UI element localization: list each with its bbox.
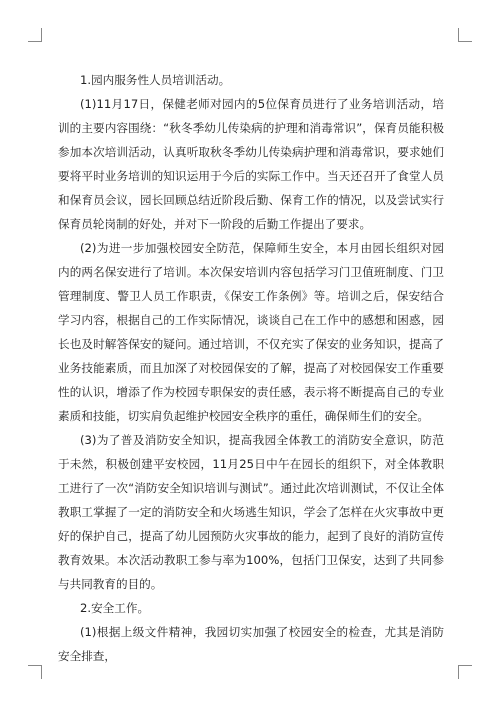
paragraph-security-training: (2)为进一步加强校园安全防范，保障师生安全，本月由园长组织对园内的两名保安进行了培训。本次保安培训内容包括学习门卫值班制度、门卫管理制度、警卫人员工作职责，《保安工作条例》等。培训之后，保安结合学习内容，根据自己的工作实际情况，谈谈自己在工作中的感想和困惑，园长也及时解答保安的疑问。通过培训，不仅充实了保安的业务知识，提高了业务技能素质，而且加深了对校园保安的了解，提高了对校园保安工作重要性的认识，增添了作为校园专职保安的责任感，表示将不断提高自己的专业素质和技能，切实肩负起维护校园安全秩序的重任，确保师生们的安全。	[58, 241, 444, 423]
section-heading-2: 2.安全工作。	[80, 601, 150, 615]
paragraph-caregiver-training: (1)11月17日，保健老师对园内的5位保育员进行了业务培训活动，培训的主要内容围绕：“秋冬季幼儿传染病的护理和消毒常识”，保育员能积极参加本次培训活动，认真听取秋冬季幼儿传染病护理和消毒常识，要求她们要将平时业务培训的知识运用于今后的实际工作中。当天还召开了食堂人员和保育员会议，园长回顾总结近阶段后勤、保育工作的情况，以及尝试实行保育员轮岗制的好处，并对下一阶段的后勤工作提出了要求。	[58, 97, 444, 231]
crop-mark-bottom-right	[458, 665, 472, 679]
paragraph-safety-inspection: (1)根据上级文件精神，我园切实加强了校园安全的检查，尤其是消防安全排查，	[58, 625, 444, 663]
crop-mark-top-left	[28, 28, 42, 42]
section-heading-1: 1.园内服务性人员培训活动。	[80, 73, 231, 87]
paragraph-fire-safety-training: (3)为了普及消防安全知识，提高我园全体教工的消防安全意识，防范于未然，积极创建平安校园，11月25日中午在园长的组织下，对全体教职工进行了一次“消防安全知识培训与测试”。通过此次培训测试，不仅让全体教职工掌握了一定的消防安全和火场逃生知识，学会了怎样在火灾事故中更好的保护自己，提高了幼儿园预防火灾事故的能力，起到了良好的消防宣传教育效果。本次活动教职工参与率为100%，包括门卫保安，达到了共同参与共同教育的目的。	[58, 433, 444, 591]
crop-mark-bottom-left	[28, 665, 42, 679]
crop-mark-top-right	[458, 28, 472, 42]
document-page	[58, 68, 444, 668]
